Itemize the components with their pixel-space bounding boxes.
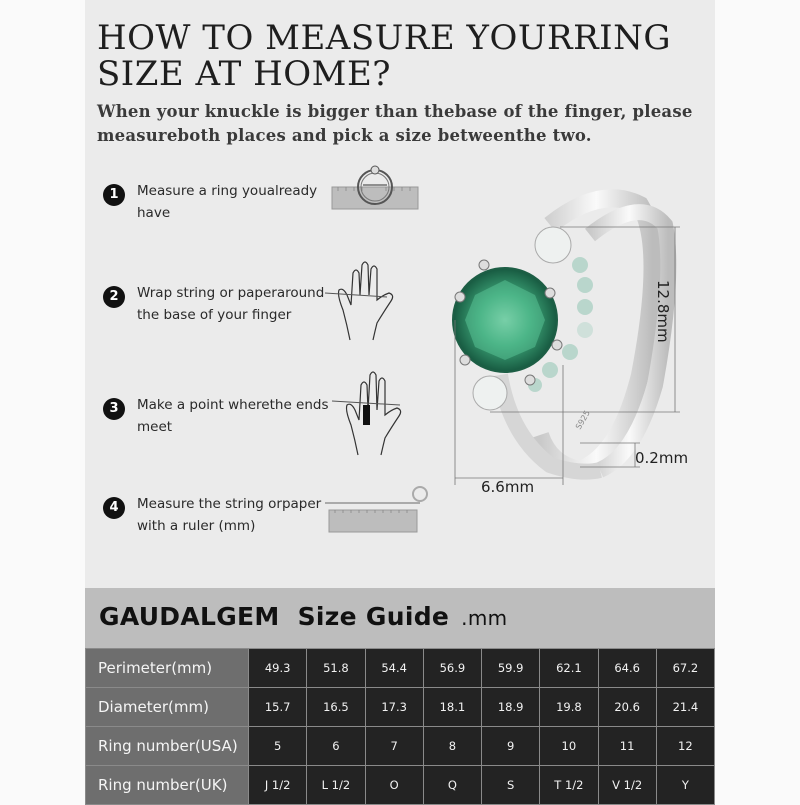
table-cell: Y bbox=[656, 766, 714, 805]
table-cell: 12 bbox=[656, 727, 714, 766]
table-row bbox=[86, 688, 715, 727]
table-row bbox=[86, 727, 715, 766]
ring-product-image bbox=[440, 185, 715, 510]
table-cell: L 1/2 bbox=[307, 766, 365, 805]
table-cell: J 1/2 bbox=[249, 766, 307, 805]
hand-with-string-icon bbox=[325, 255, 405, 345]
table-cell: 59.9 bbox=[482, 649, 540, 688]
table-cell: 20.6 bbox=[598, 688, 656, 727]
brand-name: GAUDALGEM bbox=[99, 602, 280, 631]
step-text: Make a point wherethe ends meet bbox=[137, 397, 329, 435]
table-cell: 11 bbox=[598, 727, 656, 766]
table-cell: V 1/2 bbox=[598, 766, 656, 805]
table-cell: 54.4 bbox=[365, 649, 423, 688]
ring-on-ruler-icon bbox=[330, 165, 420, 215]
table-cell: 17.3 bbox=[365, 688, 423, 727]
height-dimension-label: 12.8mm bbox=[654, 280, 672, 343]
guide-title: Size Guide bbox=[297, 602, 450, 631]
table-cell: 9 bbox=[482, 727, 540, 766]
table-cell: O bbox=[365, 766, 423, 805]
size-table bbox=[85, 648, 715, 805]
table-cell: 21.4 bbox=[656, 688, 714, 727]
step-2 bbox=[103, 282, 463, 342]
row-label: Diameter(mm) bbox=[86, 688, 249, 727]
table-cell: 18.9 bbox=[482, 688, 540, 727]
string-on-ruler-icon bbox=[325, 484, 435, 534]
table-cell: S bbox=[482, 766, 540, 805]
step-text: Measure the string orpaper with a ruler (mm) bbox=[137, 496, 322, 534]
table-cell: 5 bbox=[249, 727, 307, 766]
step-number: 3 bbox=[103, 398, 125, 420]
table-cell: 18.1 bbox=[423, 688, 481, 727]
table-cell: 51.8 bbox=[307, 649, 365, 688]
table-cell: 67.2 bbox=[656, 649, 714, 688]
page-subtitle: When your knuckle is bigger than thebase of the finger, please measureboth places and pick a size betweenthe two. bbox=[97, 102, 693, 145]
table-cell: 7 bbox=[365, 727, 423, 766]
step-text: Wrap string or paperaround the base of your finger bbox=[137, 285, 325, 323]
page-title: HOW TO MEASURE YOURRING SIZE AT HOME? bbox=[97, 18, 672, 94]
table-cell: 10 bbox=[540, 727, 598, 766]
size-guide-panel bbox=[85, 0, 715, 800]
hand-with-marked-string-icon bbox=[330, 365, 415, 460]
table-cell: 64.6 bbox=[598, 649, 656, 688]
table-cell: 62.1 bbox=[540, 649, 598, 688]
guide-unit: .mm bbox=[461, 606, 508, 630]
band-dimension-label: 0.2mm bbox=[635, 449, 689, 467]
table-cell: 19.8 bbox=[540, 688, 598, 727]
step-number: 1 bbox=[103, 184, 125, 206]
width-dimension-label: 6.6mm bbox=[481, 478, 535, 496]
table-row bbox=[86, 649, 715, 688]
step-number: 4 bbox=[103, 497, 125, 519]
stamp-text: S925 bbox=[573, 408, 592, 431]
table-cell: 15.7 bbox=[249, 688, 307, 727]
step-number: 2 bbox=[103, 286, 125, 308]
step-text: Measure a ring youalready have bbox=[137, 183, 318, 221]
table-cell: 16.5 bbox=[307, 688, 365, 727]
table-cell: 8 bbox=[423, 727, 481, 766]
table-cell: Q bbox=[423, 766, 481, 805]
size-guide-header bbox=[85, 588, 715, 648]
row-label: Ring number(UK) bbox=[86, 766, 249, 805]
row-label: Perimeter(mm) bbox=[86, 649, 249, 688]
table-cell: 49.3 bbox=[249, 649, 307, 688]
table-cell: T 1/2 bbox=[540, 766, 598, 805]
table-cell: 6 bbox=[307, 727, 365, 766]
table-row bbox=[86, 766, 715, 805]
size-guide-title bbox=[99, 602, 507, 631]
table-cell: 56.9 bbox=[423, 649, 481, 688]
row-label: Ring number(USA) bbox=[86, 727, 249, 766]
